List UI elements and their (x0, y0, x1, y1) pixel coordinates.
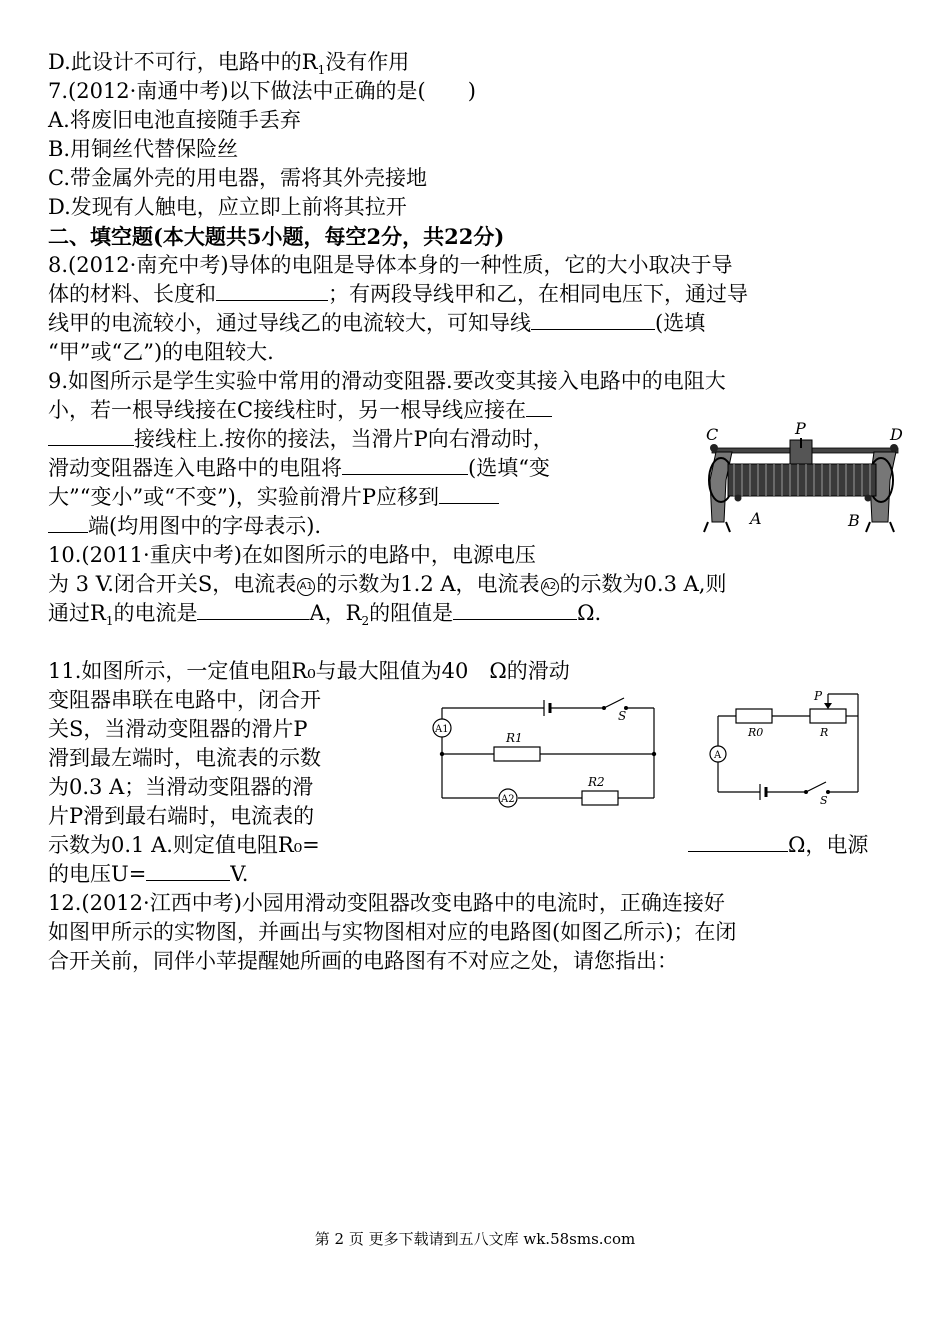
q9-blank-2[interactable] (342, 454, 468, 475)
q11-blank-2[interactable] (146, 860, 230, 881)
ammeter-a2-icon: A2 (541, 578, 559, 596)
fig10-s-label: S (618, 709, 627, 723)
q11-line1: 11.如图所示，一定值电阻R₀与最大阻值为40 Ω的滑动 (48, 659, 570, 683)
circuit-figure-q11 (706, 686, 876, 810)
q8-blank-1[interactable] (216, 280, 328, 301)
q10-line1: 10.(2011·重庆中考)在如图所示的电路中，电源电压 (48, 543, 536, 567)
fig10-a1-label: A1 (435, 724, 449, 735)
q7-stem: 7.(2012·南通中考)以下做法中正确的是( ) (48, 79, 476, 103)
q9-line6: 端(均用图中的字母表示). (48, 512, 321, 541)
rheostat-label-c: C (706, 425, 719, 444)
q9-line2: 小，若一根导线接在C接线柱时，另一根导线应接在 (48, 396, 552, 425)
q10-blank-1[interactable] (197, 599, 309, 620)
rheostat-label-p: P (795, 419, 806, 438)
q11-line4: 滑到最左端时，电流表的示数 (48, 746, 321, 770)
q6-option-d: D.此设计不可行，电路中的$R_1$没有作用 (48, 50, 410, 78)
q12-line3: 合开关前，同伴小苹提醒她所画的电路图有不对应之处，请您指出： (48, 949, 678, 973)
q11-line6: 片P滑到最右端时，电流表的 (48, 804, 315, 828)
q11-line8: 的电压U= V. (48, 862, 249, 886)
q9-blank-1a[interactable] (526, 396, 552, 417)
q12-line1: 12.(2012·江西中考)小园用滑动变阻器改变电路中的电流时，正确连接好 (48, 891, 725, 915)
ammeter-a1-icon: A1 (297, 578, 315, 596)
fig11-r-label: R (820, 726, 829, 739)
q9-blank-3a[interactable] (439, 483, 499, 504)
fig10-r1-label: R1 (506, 731, 523, 745)
q9-line1: 9.如图所示是学生实验中常用的滑动变阻器.要改变其接入电路中的电阻大 (48, 369, 726, 393)
section2-title: 二、填空题(本大题共5小题，每空2分，共22分) (48, 224, 505, 249)
q10-blank-2[interactable] (453, 599, 577, 620)
q7-option-b: B.用铜丝代替保险丝 (48, 137, 239, 161)
fig10-r2-label: R2 (588, 775, 605, 789)
q11-line2: 变阻器串联在电路中，闭合开 (48, 688, 321, 712)
q11-blank-1[interactable] (688, 831, 788, 852)
q8-blank-2[interactable] (531, 309, 655, 330)
fig10-a2-label: A2 (501, 794, 515, 805)
q9-line5: 大”“变小”或“不变”)，实验前滑片P应移到 (48, 483, 499, 512)
q9-blank-3b[interactable] (48, 512, 88, 533)
q9-line4: 滑动变阻器连入电路中的电阻将 (选填“变 (48, 456, 550, 480)
q8-line4: “甲”或“乙”)的电阻较大. (48, 340, 274, 364)
q12-line2: 如图甲所示的实物图，并画出与实物图相对应的电路图(如图乙所示)；在闭 (48, 920, 737, 944)
q10-line3: 通过$R_1$的电流是 A，$R_2$的阻值是 Ω. (48, 601, 602, 629)
fig11-r0-label: R0 (748, 726, 764, 739)
q9-line3: 接线柱上.按你的接法，当滑片P向右滑动时， (48, 425, 554, 454)
q11-line3: 关S，当滑动变阻器的滑片P (48, 717, 308, 741)
q11-line7-right: Ω，电源 (688, 831, 868, 860)
q9-blank-1b[interactable] (48, 425, 134, 446)
rheostat-label-d: D (890, 425, 903, 444)
circuit-figure-q10 (432, 688, 664, 816)
fig11-s-label: S (820, 794, 828, 807)
q8-line1: 8.(2012·南充中考)导体的电阻是导体本身的一种性质，它的大小取决于导 (48, 253, 733, 277)
q8-line3: 线甲的电流较小，通过导线乙的电流较大，可知导线 (选填 (48, 311, 706, 335)
rheostat-label-a: A (750, 509, 762, 528)
q10-line2: 为 3 V.闭合开关S，电流表 A1 的示数为1.2 A，电流表 A2 的示数为0.3 A,则 (48, 572, 727, 596)
q7-option-c: C.带金属外壳的用电器，需将其外壳接地 (48, 166, 427, 190)
q7-option-a: A.将废旧电池直接随手丢弃 (48, 108, 301, 132)
rheostat-label-b: B (848, 511, 860, 530)
fig11-a-label: A (714, 750, 722, 761)
q7-option-d: D.发现有人触电，应立即上前将其拉开 (48, 195, 407, 219)
rheostat-figure (698, 418, 910, 540)
fig11-p-label: P (814, 689, 823, 703)
page-footer: 第 2 页 更多下载请到五八文库 wk.58sms.com (314, 1230, 636, 1248)
q8-line2: 体的材料、长度和 ；有两段导线甲和乙，在相同电压下，通过导 (48, 282, 748, 306)
q11-line5: 为0.3 A；当滑动变阻器的滑 (48, 775, 314, 799)
q11-line7: 示数为0.1 A.则定值电阻R₀= (48, 833, 320, 857)
